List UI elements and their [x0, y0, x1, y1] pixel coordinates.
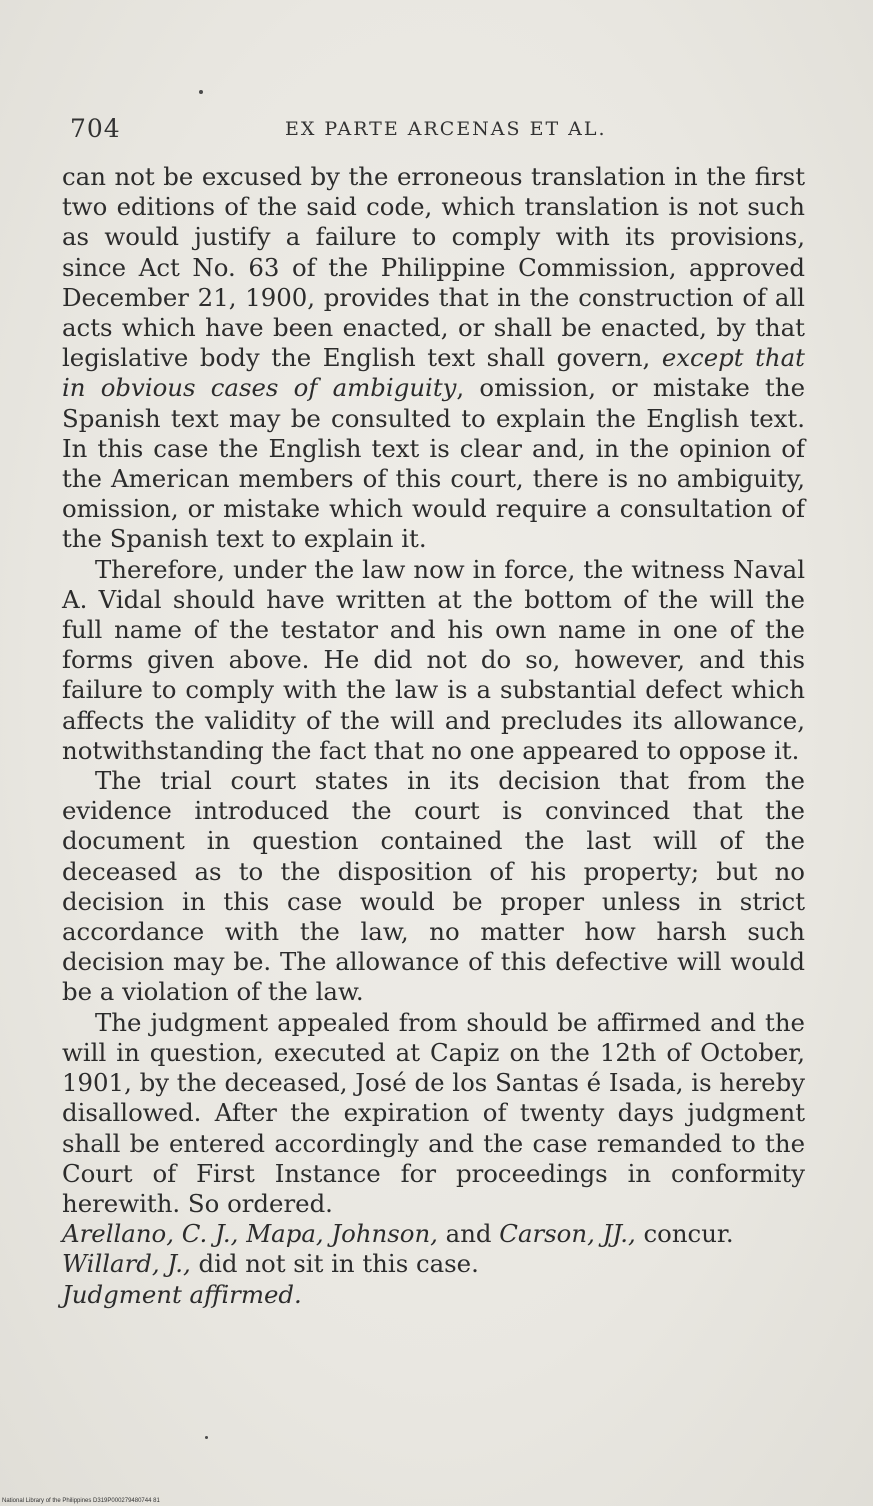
page-header: [70, 114, 805, 144]
paragraph-3: The trial court states in its decision that from the evidence introduced the court is convinced that the document in question contained the last will of the deceased as to the disposition of his property; but no decision in this case would be proper unless in strict accordance with the law, no matter how harsh such decision may be. The allowance of this defective will would be a violation of the law.: [62, 766, 805, 1007]
page-number: 704: [70, 114, 121, 143]
paragraph-2: Therefore, under the law now in force, the witness Naval A. Vidal should have written at the bottom of the will the full name of the testator and his own name in one of the forms given above. He did not do so, however, and this failure to comply with the law is a substantial defect which affects the validity of the will and precludes its allowance, notwithstanding the fact that no one appeared to oppose it.: [62, 554, 805, 765]
ink-speck: [205, 1436, 208, 1439]
library-footer: National Library of the Philippines D319P000279480744 81: [2, 1498, 160, 1504]
opinion-text: [62, 162, 805, 1310]
judgment-line: Judgment affirmed.: [62, 1279, 302, 1309]
concurring-judges-2: Carson, JJ.,: [499, 1219, 636, 1249]
recused-judge: Willard, J.,: [62, 1249, 191, 1279]
paragraph-4: The judgment appealed from should be affirmed and the will in question, executed at Capiz on the 12th of October, 1901, by the deceased, José de los Santas é Isada, is hereby disallowed. After the expiration of twenty days judgment shall be entered accordingly and the case remanded to the Court of First Instance for proceedings in conformity herewith. So ordered.: [62, 1007, 805, 1218]
ink-speck: [199, 90, 203, 94]
recusal-line: Willard, J., did not sit in this case.: [62, 1249, 479, 1279]
paragraph-1: can not be excused by the erroneous translation in the first two editions of the said code, which translation is not such as would justify a failure to comply with its provisions, since Act No. 63 of the Philippine Commission, approved December 21, 1900, provides that in the construction of all acts which have been enacted, or shall be enacted, by that legislative body the English text shall govern, except that in obvious cases of ambiguity, omission, or mistake the Spanish text may be consulted to explain the English text. In this case the English text is clear and, in the opinion of the American members of this court, there is no ambiguity, omission, or mistake which would require a consultation of the Spanish text to explain it.: [62, 162, 806, 554]
concurring-judges: Arellano, C. J., Mapa, Johnson,: [62, 1219, 438, 1249]
concurrence-line: Arellano, C. J., Mapa, Johnson, and Carson, JJ., concur.: [62, 1219, 734, 1249]
italic-phrase: except that in obvious cases of ambiguity: [62, 343, 805, 403]
running-head: EX PARTE ARCENAS ET AL.: [285, 118, 607, 140]
